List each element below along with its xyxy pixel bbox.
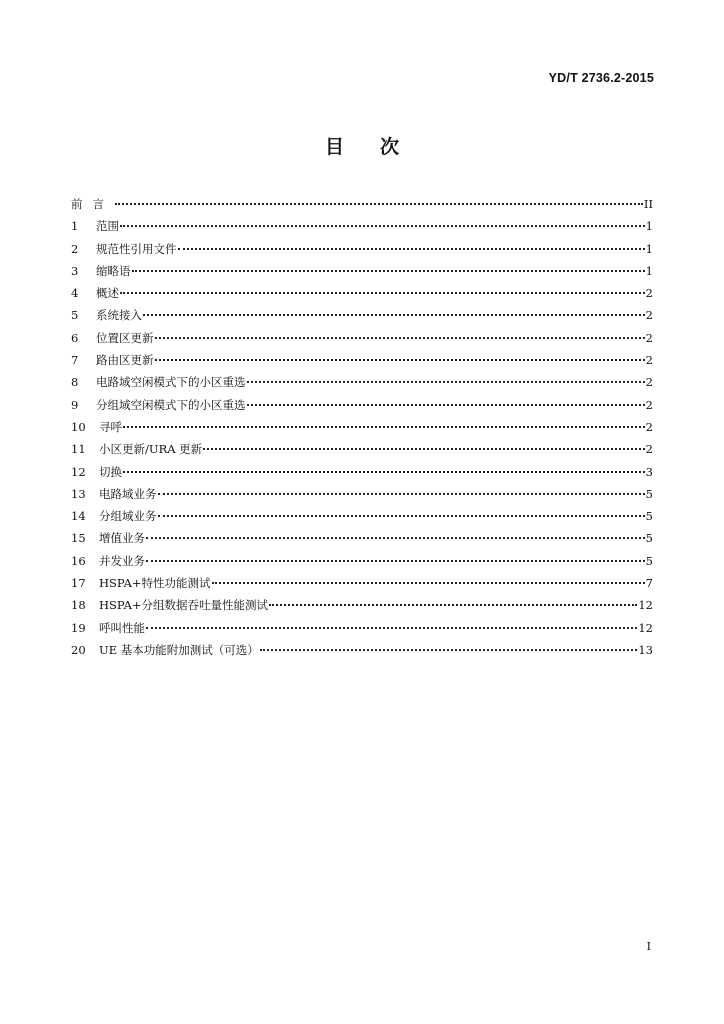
toc-entry-title: 并发业务 xyxy=(99,553,145,568)
dot-leader xyxy=(123,422,645,428)
toc-entry-title: 位置区更新 xyxy=(96,330,154,345)
toc-entry-number: 1 xyxy=(71,219,79,234)
dot-leader xyxy=(158,511,645,517)
toc-entry-18[interactable] xyxy=(71,594,653,616)
toc-entry-1[interactable] xyxy=(71,215,653,237)
toc-entry-2[interactable] xyxy=(71,238,653,260)
toc-entry-7[interactable] xyxy=(71,349,653,371)
toc-entry-page: 2 xyxy=(645,397,653,412)
table-of-contents xyxy=(71,193,653,661)
toc-entry-number: 8 xyxy=(71,375,79,390)
toc-entry-10[interactable] xyxy=(71,416,653,438)
toc-entry-page: 5 xyxy=(645,553,653,568)
dot-leader xyxy=(146,623,637,629)
dot-leader xyxy=(247,377,645,383)
dot-leader xyxy=(146,533,645,539)
toc-entry-title: 前言 xyxy=(71,197,114,211)
toc-entry-title: 寻呼 xyxy=(99,419,122,434)
toc-entry-title: 小区更新/URA 更新 xyxy=(99,442,203,457)
toc-entry-12[interactable] xyxy=(71,461,653,483)
toc-entry-number: 4 xyxy=(71,286,79,301)
toc-entry-number: 12 xyxy=(71,464,86,479)
toc-entry-5[interactable] xyxy=(71,304,653,326)
toc-entry-number: 5 xyxy=(71,308,79,323)
toc-entry-number: 19 xyxy=(71,620,86,635)
toc-entry-title: 电路域空闲模式下的小区重选 xyxy=(96,375,246,390)
dot-leader xyxy=(132,266,645,272)
dot-leader xyxy=(123,467,645,473)
toc-entry-number: 2 xyxy=(71,241,79,256)
toc-entry-page: 7 xyxy=(645,576,653,591)
toc-entry-title: 分组域空闲模式下的小区重选 xyxy=(96,397,246,412)
dot-leader xyxy=(120,288,645,294)
toc-entry-page: 1 xyxy=(645,263,653,278)
toc-entry-page: 5 xyxy=(645,486,653,501)
dot-leader xyxy=(269,600,637,606)
toc-entry-page: 1 xyxy=(645,241,653,256)
dot-leader xyxy=(143,310,645,316)
toc-entry-number: 14 xyxy=(71,509,86,524)
toc-entry-page: 2 xyxy=(645,375,653,390)
toc-entry-page: II xyxy=(643,197,653,211)
toc-entry-title: 分组域业务 xyxy=(99,509,157,524)
toc-entry-15[interactable] xyxy=(71,527,653,549)
toc-entry-title: 规范性引用文件 xyxy=(96,241,177,256)
toc-entry-page: 2 xyxy=(645,308,653,323)
toc-entry-page: 12 xyxy=(638,620,653,635)
toc-entry-8[interactable] xyxy=(71,371,653,393)
toc-entry-title: 缩略语 xyxy=(96,263,131,278)
toc-entry-title: HSPA+分组数据吞吐量性能测试 xyxy=(99,598,269,613)
toc-entry-number: 6 xyxy=(71,330,79,345)
page-title: 目次 xyxy=(324,136,435,158)
toc-entry-number: 9 xyxy=(71,397,79,412)
toc-entry-19[interactable] xyxy=(71,617,653,639)
toc-entry-number: 10 xyxy=(71,419,86,434)
toc-entry-number: 11 xyxy=(71,442,86,457)
page-number: I xyxy=(646,940,651,953)
toc-entry-number: 3 xyxy=(71,263,79,278)
toc-entry-page: 12 xyxy=(638,598,653,613)
toc-entry-page: 2 xyxy=(645,353,653,368)
toc-entry-title: 概述 xyxy=(96,286,119,301)
toc-entry-page: 2 xyxy=(645,419,653,434)
toc-entry-number: 13 xyxy=(71,486,86,501)
toc-entry-number: 16 xyxy=(71,553,86,568)
toc-entry-3[interactable] xyxy=(71,260,653,282)
toc-entry-20[interactable] xyxy=(71,639,653,661)
toc-entry-page: 5 xyxy=(645,509,653,524)
toc-entry-page: 2 xyxy=(645,286,653,301)
dot-leader xyxy=(203,444,644,450)
toc-entry-4[interactable] xyxy=(71,282,653,304)
toc-entry-page: 5 xyxy=(645,531,653,546)
toc-entry-foreword[interactable] xyxy=(71,193,653,215)
toc-entry-17[interactable] xyxy=(71,572,653,594)
dot-leader xyxy=(120,221,645,227)
toc-entry-number: 17 xyxy=(71,576,86,591)
toc-entry-title: 呼叫性能 xyxy=(99,620,145,635)
toc-entry-11[interactable] xyxy=(71,438,653,460)
toc-entry-number: 20 xyxy=(71,642,86,657)
toc-entry-page: 2 xyxy=(645,442,653,457)
toc-entry-page: 13 xyxy=(638,642,653,657)
toc-entry-6[interactable] xyxy=(71,327,653,349)
toc-entry-title: UE 基本功能附加测试（可选） xyxy=(99,642,259,657)
toc-entry-title: 切换 xyxy=(99,464,122,479)
toc-entry-title: 系统接入 xyxy=(96,308,142,323)
toc-entry-page: 1 xyxy=(645,219,653,234)
toc-entry-title: HSPA+特性功能测试 xyxy=(99,576,211,591)
toc-entry-title: 路由区更新 xyxy=(96,353,154,368)
standard-code: YD/T 2736.2-2015 xyxy=(548,71,654,85)
dot-leader xyxy=(155,333,645,339)
toc-entry-page: 2 xyxy=(645,330,653,345)
toc-entry-number: 7 xyxy=(71,353,79,368)
toc-entry-number: 18 xyxy=(71,598,86,613)
toc-entry-number: 15 xyxy=(71,531,86,546)
dot-leader xyxy=(158,489,645,495)
toc-entry-16[interactable] xyxy=(71,550,653,572)
dot-leader xyxy=(146,556,645,562)
dot-leader xyxy=(178,244,645,250)
toc-entry-13[interactable] xyxy=(71,483,653,505)
dot-leader xyxy=(247,400,645,406)
dot-leader xyxy=(212,578,645,584)
toc-entry-title: 电路域业务 xyxy=(99,486,157,501)
dot-leader xyxy=(155,355,645,361)
toc-entry-page: 3 xyxy=(645,464,653,479)
toc-entry-9[interactable] xyxy=(71,394,653,416)
dot-leader xyxy=(115,199,643,205)
dot-leader xyxy=(260,645,638,651)
toc-entry-title: 范围 xyxy=(96,219,119,234)
toc-entry-title: 增值业务 xyxy=(99,531,145,546)
toc-entry-14[interactable] xyxy=(71,505,653,527)
